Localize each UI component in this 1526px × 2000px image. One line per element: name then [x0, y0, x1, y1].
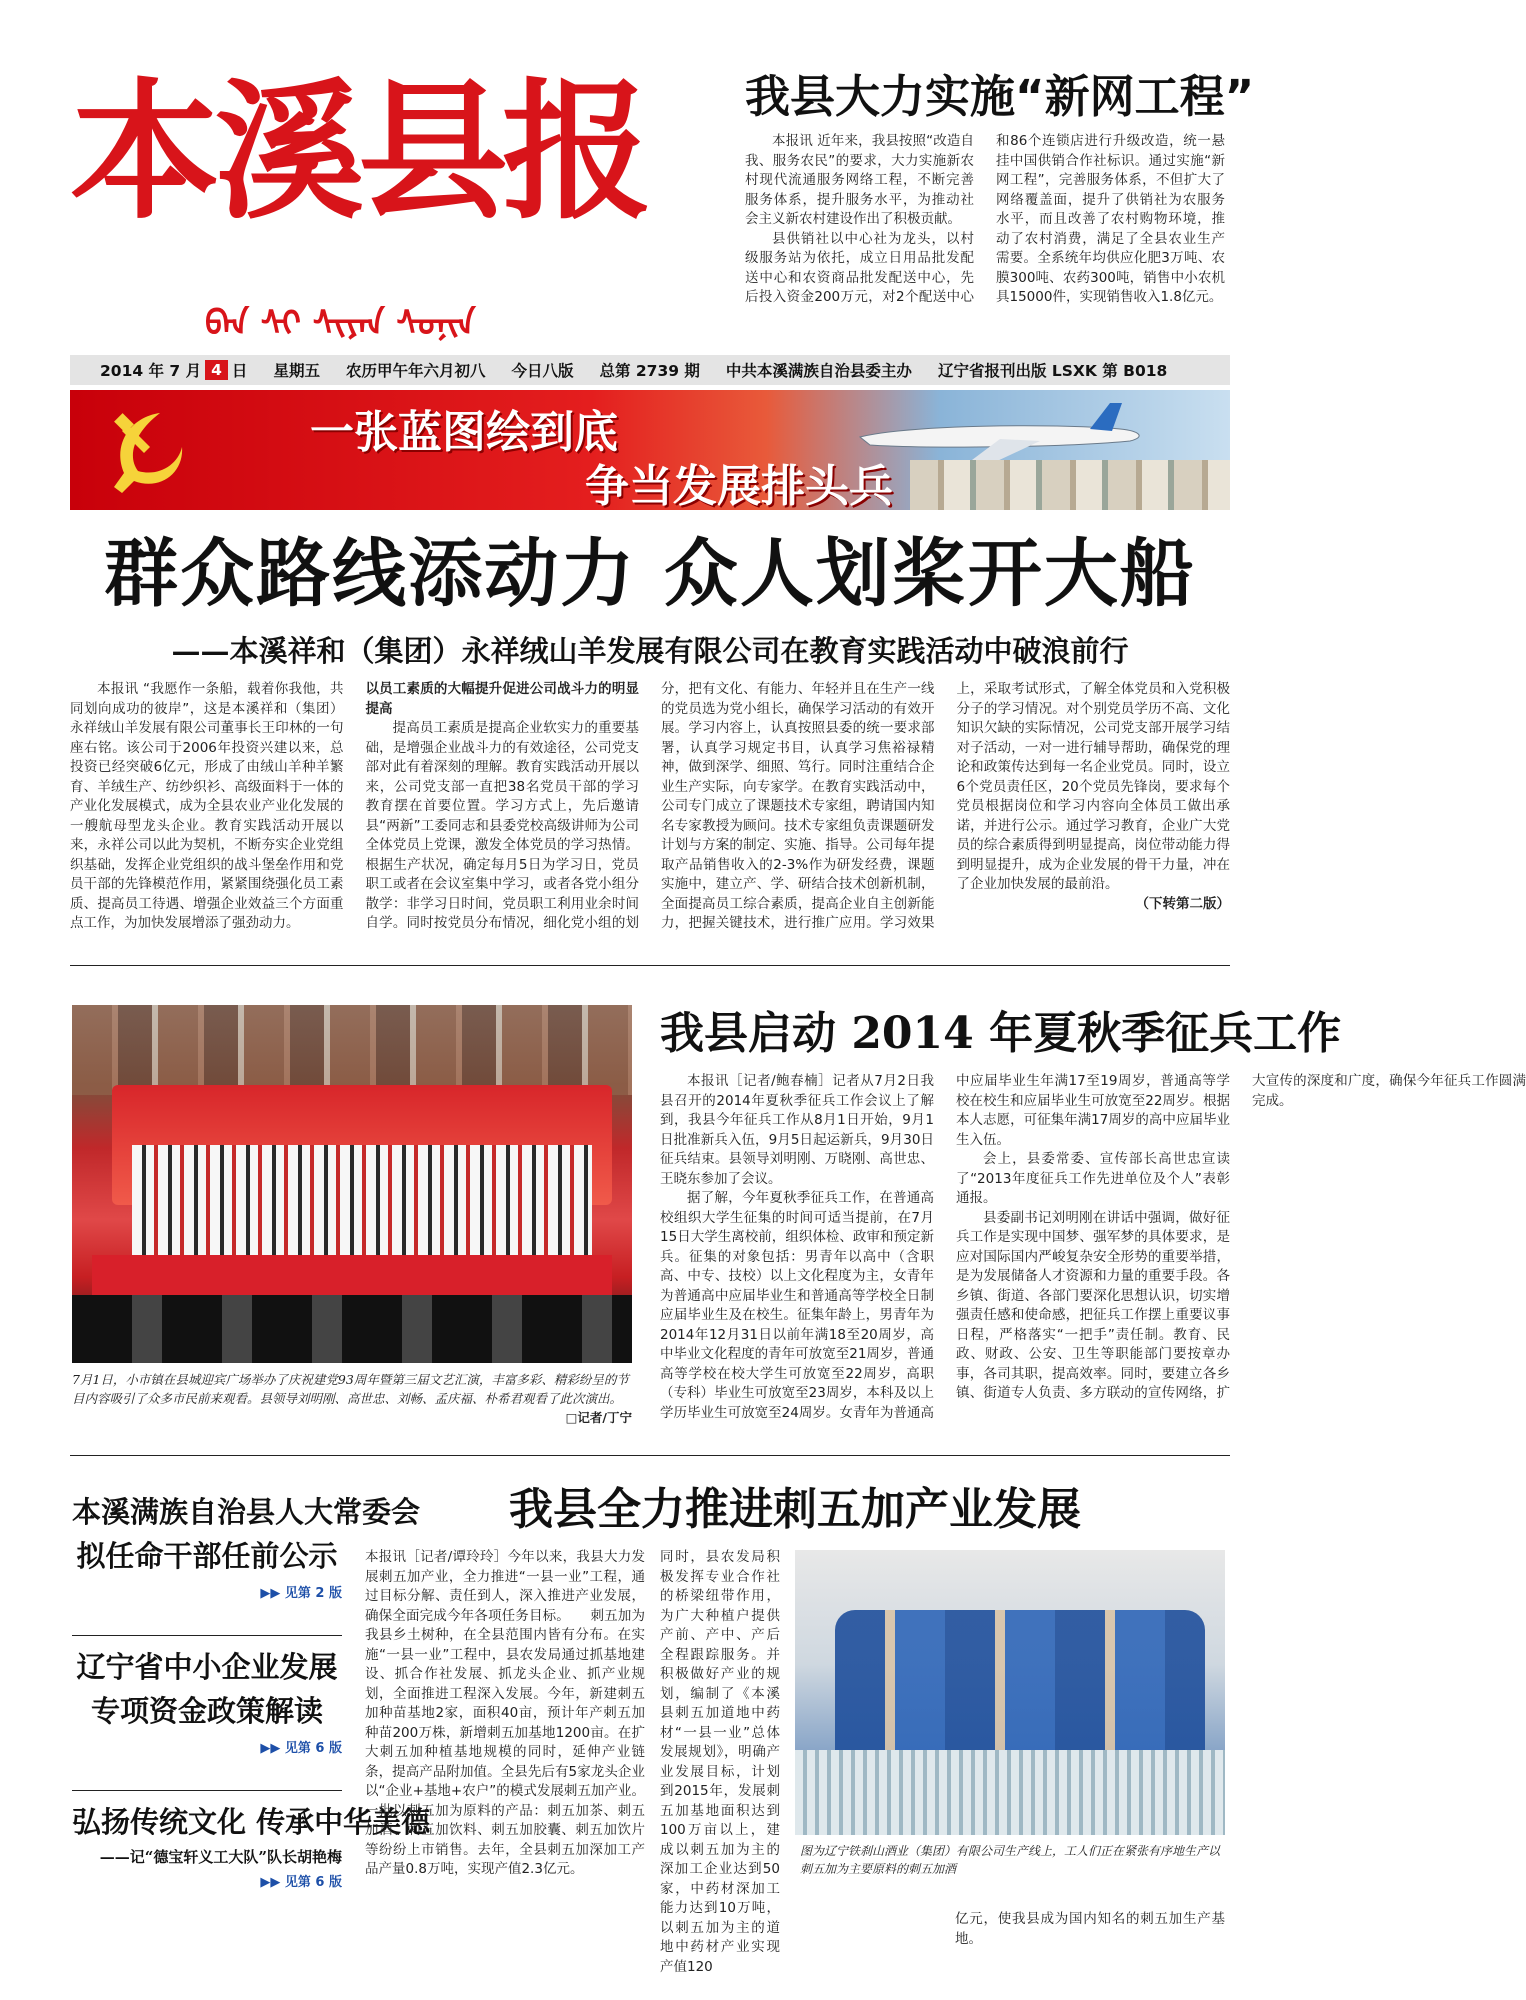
- lead-subhead: ——本溪祥和（集团）永祥绒山羊发展有限公司在教育实践活动中破浪前行: [171, 634, 1129, 668]
- sidebar-title-2b: 专项资金政策解读: [90, 1694, 323, 1728]
- photo1-caption-text: 7月1日，小市镇在县城迎宾广场举办了庆祝建党93周年暨第三届文艺汇演，丰富多彩、精彩纷呈的节目内容吸引了众多市民前来观看。县领导刘明刚、高世忠、刘畅、孟庆福、朴希君观看了此次演出。: [72, 1372, 629, 1406]
- conscription-para-2: 据了解，今年夏秋季征兵工作，在普通高校组织大学生征集的时间可适当提前，在7月15日大学生离校前，组织体检、政审和预定新兵。征集的对象包括：男青年以高中（含职高、中专、技校）以上文化程度为主，女青年为普通高中应届毕业生和普通高等学校全日制应届毕业生及在校生。征集年龄上，男青年为2014年12月31日以前年满18至20周岁，高中毕业文化程度的青年可放宽至21周岁，普通高等学校在校大学生可放宽至22周岁，高职（专科）毕业生可放宽至23周岁，本科及以上学历毕业生可放宽至24周岁。女青年为普通高中应届毕业生年满17至19周岁，普通高等学校在校生和应届毕业生可放宽至22周岁。根据本人志愿，可征集年满17周岁的高中应届毕业生入伍。: [660, 1073, 1230, 1421]
- sponsor: 中共本溪满族自治县委主办: [725, 362, 912, 380]
- date-day: 4: [205, 360, 228, 380]
- sidebar-title-1b: 拟任命干部任前公示: [76, 1539, 338, 1573]
- lunar-date: 农历甲午年六月初八: [345, 362, 486, 380]
- sidebar-ref-3[interactable]: ▶▶ 见第 6 版: [260, 1875, 342, 1890]
- date-suffix: 日: [231, 362, 248, 380]
- photo1-caption: [72, 1370, 632, 1430]
- photo1-credit: □记者/丁宁: [565, 1410, 632, 1425]
- sidebar-ref-1[interactable]: ▶▶ 见第 2 版: [260, 1586, 342, 1601]
- ear-para-1: 本报讯 近年来，我县按照“改造自我、服务农民”的要求，大力实施新农村现代流通服务网络工程，不断完善服务体系，提升服务水平，为推动社会主义新农村建设作出了积极贡献。: [745, 133, 974, 227]
- divider-2: [70, 1455, 1230, 1456]
- weekday: 星期五: [273, 362, 320, 380]
- photo2-caption: 图为辽宁铁刹山酒业（集团）有限公司生产线上，工人们正在紧张有序地生产以刺五加为主要原料的刺五加酒: [800, 1844, 1221, 1876]
- masthead-mongolian: ᠪᠡᠨ ᠰᠢ ᠰᠢᠶᠠᠨ ᠰᠣᠨᠢᠨ: [205, 304, 476, 344]
- issue-number: 总第 2739 期: [599, 362, 700, 380]
- lead-section-title: 以员工素质的大幅提升促进公司战斗力的明显提高: [365, 681, 639, 717]
- lead-story-body: [70, 680, 1230, 950]
- masthead-title: 本溪县报: [70, 64, 647, 240]
- lead-continued: （下转第二版）: [1135, 895, 1230, 912]
- workers: [835, 1610, 1205, 1770]
- ear-story-body: [745, 132, 1225, 332]
- stage-lights: [72, 1295, 632, 1363]
- sidebar-divider-1: [72, 1635, 342, 1636]
- buildings: [72, 1005, 632, 1095]
- conscription-para-4: 县委副书记刘明刚在讲话中强调，做好征兵工作是实现中国梦、强军梦的具体要求，是应对国际国内严峻复杂安全形势的重要举措，是为发展储备人才资源和力量的重要手段。各乡镇、街道、各部门要深化思想认识，切实增强责任感和使命感，把征兵工作摆上重要议事日程，严格落实“一把手”责任制。教育、民政、财政、公安、卫生等职能部门要按章办事，各司其职，提高效率。同时，要建立各乡镇、街道专人负责、多方联动的宣传网络，扩大宣传的深度和广度，确保今年征兵工作圆满完成。: [956, 1073, 1526, 1401]
- divider-1: [70, 965, 1230, 966]
- sidebar-divider-2: [72, 1790, 342, 1791]
- issue-info-bar: [70, 355, 1230, 385]
- banner-slogan-2: 争当发展排头兵: [585, 461, 893, 512]
- acanthopanax-title: 我县全力推进刺五加产业发展: [509, 1484, 1081, 1535]
- city-skyline: [910, 460, 1230, 510]
- sidebar-subtitle-3: ——记“德宝轩义工大队”队长胡艳梅: [99, 1848, 342, 1866]
- conscription-title: 我县启动 2014 年夏秋季征兵工作: [660, 1008, 1342, 1059]
- license-number: 辽宁省报刊出版 LSXK 第 B018: [937, 362, 1168, 380]
- ear-para-2: 县供销社以中心社为龙头，以村级服务站为依托，成立日用品批发配送中心和农资商品批发配送中心，先后投入资金200万元，对2个配送中心和86个连锁店进行升级改造，统一悬挂中国供销合作社标识。通过实施“新网工程”，完善服务体系，不但扩大了网络覆盖面，提升了供销社为农服务水平，而且改善了农村购物环境，推动了农村消费，满足了全县农业生产需要。全系统年均供应化肥3万吨、农膜300吨、农药300吨，销售中小农机具15000件，实现销售收入1.8亿元。: [745, 133, 1225, 305]
- sidebar-item-npc-notice[interactable]: [72, 1490, 421, 1601]
- lead-para-1: 本报讯 “我愿作一条船，载着你我他，共同划向成功的彼岸”，这是本溪祥和（集团）永祥绒山羊发展有限公司董事长王印林的一句座右铭。该公司于2006年投资兴建以来，总投资已经突破6亿元，形成了由绒山羊种羊繁育、羊绒生产、纺纱织衫、高级面料于一体的产业化发展模式，成为全县农业产业化发展的一艘航母型龙头企业。教育实践活动开展以来，永祥公司以此为契机，不断夯实企业党组织基础，发挥企业党组织的战斗堡垒作用和党员干部的先锋模范作用，紧紧围绕强化员工素质、提高员工待遇、增强企业效益三个方面重点工作，为加快发展增添了强劲动力。: [70, 681, 344, 931]
- lead-headline: 群众路线添动力 众人划桨开大船: [104, 531, 1196, 617]
- conscription-body: [660, 1072, 1526, 1442]
- banner-slogan-1: 一张蓝图绘到底: [310, 407, 618, 458]
- page-count: 今日八版: [511, 362, 574, 380]
- acanthopanax-col-3: 亿元，使我县成为国内知名的刺五加生产基地。: [955, 1911, 1225, 1947]
- sidebar-ref-2[interactable]: ▶▶ 见第 6 版: [260, 1741, 342, 1756]
- choir: [132, 1145, 592, 1255]
- stage-performance-photo: [72, 1005, 632, 1363]
- acanthopanax-col-2: 同时，县农发局积极发挥专业合作社的桥梁纽带作用，为广大种植户提供产前、产中、产后全程跟踪服务。并积极做好产业的规划，编制了《本溪县刺五加道地中药材“一县一业”总体发展规划》，明确产业发展目标，计划到2015年，发展刺五加基地面积达到100万亩以上，建成以刺五加为主的深加工企业达到50家，中药材深加工能力达到10万吨，以刺五加为主的道地中药材产业实现产值120: [660, 1549, 780, 1975]
- ear-story-title: 我县大力实施“新网工程”: [745, 70, 1255, 123]
- sidebar-title-2a: 辽宁省中小企业发展: [76, 1650, 338, 1684]
- sidebar-title-1a: 本溪满族自治县人大常委会: [72, 1495, 421, 1529]
- sidebar-title-3: 弘扬传统文化 传承中华美德: [72, 1805, 431, 1839]
- sidebar-item-sme-policy[interactable]: [72, 1645, 342, 1756]
- bottles: [795, 1750, 1225, 1835]
- lead-para-2: 提高员工素质是提高企业软实力的重要基础，是增强企业战斗力的有效途径，公司党支部对此有着深刻的理解。教育实践活动开展以来，公司党支部一直把38名党员干部的学习教育摆在首要位置。学习方式上，先后邀请县“两新”工委同志和县委党校高级讲师为公司全体党员上党课，激发全体党员的学习热情。根据生产状况，确定每月5日为学习日，党员职工或者在会议室集中学习，或者各党小组分散学：非学习日时间，党员职工利用业余时间自学。同时按党员分布情况，细化党小组的划分，把有文化、有能力、年轻并且在生产一线的党员选为党小组长，确保学习活动的有效开展。学习内容上，认真按照县委的统一要求部署，认真学习规定书目，认真学习焦裕禄精神，做到深学、细照、笃行。同时注重结合企业生产实际，向专家学。在教育实践活动中，公司专门成立了课题技术专家组，聘请国内知名专家教授为顾问。技术专家组负责课题研发计划与方案的制定、实施、指导。公司每年提取产品销售收入的2-3%作为研发经费，课题实施中，建立产、学、研结合技术创新机制，全面提高员工综合素质，提高企业自主创新能力，把握关键技术，进行推广应用。学习效果上，采取考试形式，了解全体党员和入党积极分子的学习情况。对个别党员学历不高、文化知识欠缺的实际情况，公司党支部开展学习结对子活动，一对一进行辅导帮助，确保党的理论和政策传达到每一名企业党员。同时，设立6个党员责任区，20个党员先锋岗，要求每个党员根据岗位和学习内容向全体员工做出承诺，并进行公示。通过学习教育，企业广大党员的综合素质得到明显提高，岗位带动能力得到明显提升，成为企业发展的骨干力量，冲在了企业加快发展的最前沿。: [365, 681, 1230, 931]
- conscription-para-3: 会上，县委常委、宣传部长高世忠宣读了“2013年度征兵工作先进单位及个人”表彰通报。: [956, 1151, 1230, 1206]
- date-prefix: 2014 年 7 月: [100, 362, 202, 380]
- stage-floor: [92, 1255, 612, 1295]
- winery-production-photo: [795, 1550, 1225, 1835]
- sidebar-item-culture[interactable]: [72, 1800, 431, 1890]
- party-emblem-icon: [90, 395, 200, 505]
- slogan-banner: [70, 390, 1230, 510]
- conscription-para-1: 本报讯［记者/鲍春楠］记者从7月2日我县召开的2014年夏秋季征兵工作会议上了解到，我县今年征兵工作从8月1日开始，9月1日批准新兵入伍，9月5日起运新兵，9月30日征兵结束。县领导刘明刚、万晓刚、高世忠、王晓东参加了会议。: [660, 1073, 934, 1187]
- acanthopanax-col-1: 本报讯［记者/谭玲玲］今年以来，我县大力发展刺五加产业，全力推进“一县一业”工程，通过目标分解、责任到人，深入推进产业发展，确保全面完成今年各项任务目标。 刺五加为我县乡土树种，在全县范围内皆有分布。在实施“一县一业”工程中，县农发局通过抓基地建设、抓合作社发展、抓龙头企业、抓产业规划，全面推进工程深入发展。今年，新建刺五加种苗基地2家，面积40亩，预计年产刺五加种苗200万株，新增刺五加基地1200亩。在扩大刺五加种植基地规模的同时，延伸产业链条，提高产品附加值。全县先后有5家龙头企业以“企业+基地+农户”的模式发展刺五加产业。一批以刺五加为原料的产品：刺五加茶、刺五加酒、刺五加饮料、刺五加胶囊、刺五加饮片等纷纷上市销售。去年，全县刺五加深加工产品产量0.8万吨，实现产值2.3亿元。: [365, 1549, 645, 1877]
